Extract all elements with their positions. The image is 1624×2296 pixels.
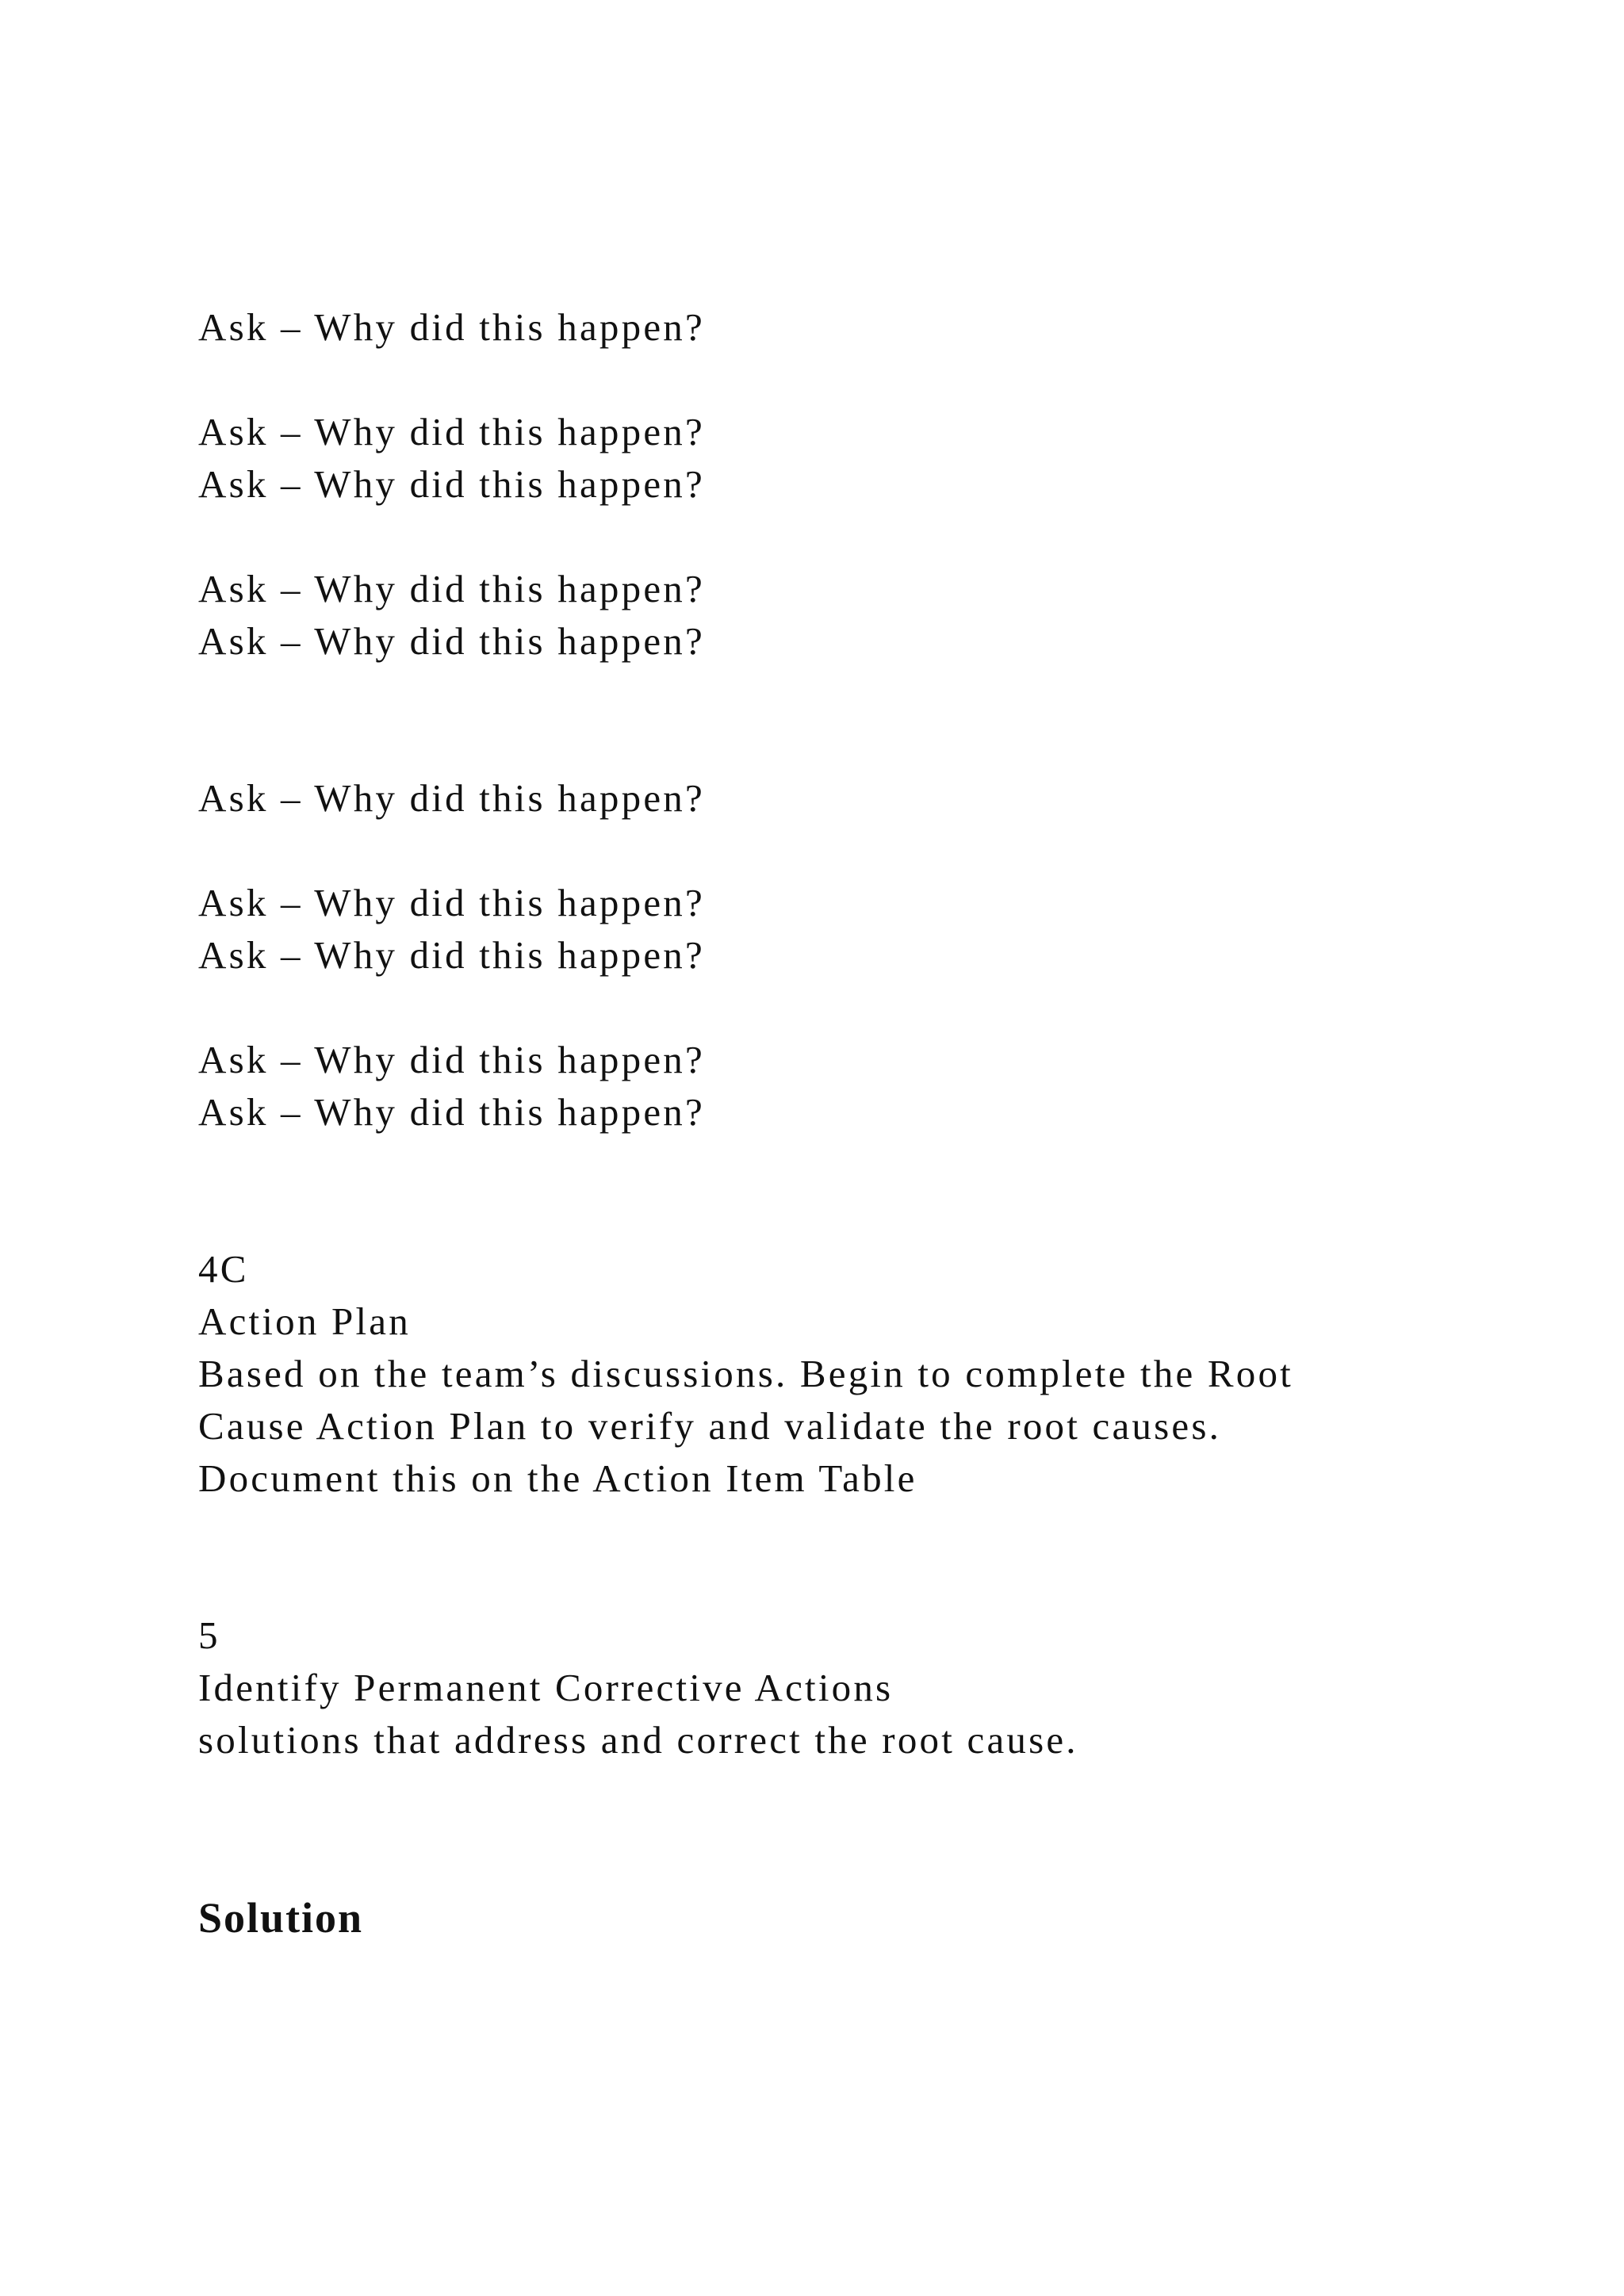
why-question: Ask – Why did this happen? xyxy=(198,881,705,924)
solution-heading: Solution xyxy=(198,1894,364,1942)
why-question: Ask – Why did this happen? xyxy=(198,567,705,610)
step-4c-body-line: Based on the team’s discussions. Begin to complete the Root xyxy=(198,1352,1293,1395)
step-4c-title: Action Plan xyxy=(198,1299,411,1343)
why-question: Ask – Why did this happen? xyxy=(198,462,705,506)
why-question: Ask – Why did this happen? xyxy=(198,933,705,977)
step-5-number: 5 xyxy=(198,1613,220,1657)
why-question: Ask – Why did this happen? xyxy=(198,410,705,453)
why-question: Ask – Why did this happen? xyxy=(198,1038,705,1081)
step-5-body-line: solutions that address and correct the root cause. xyxy=(198,1718,1078,1762)
step-4c-body-line: Document this on the Action Item Table xyxy=(198,1456,917,1500)
step-4c-number: 4C xyxy=(198,1247,249,1291)
step-4c-body-line: Cause Action Plan to verify and validate the root causes. xyxy=(198,1404,1222,1448)
step-5-title: Identify Permanent Corrective Actions xyxy=(198,1666,894,1709)
why-question: Ask – Why did this happen? xyxy=(198,619,705,663)
why-question: Ask – Why did this happen? xyxy=(198,305,705,349)
why-question: Ask – Why did this happen? xyxy=(198,1090,705,1134)
why-question: Ask – Why did this happen? xyxy=(198,776,705,820)
